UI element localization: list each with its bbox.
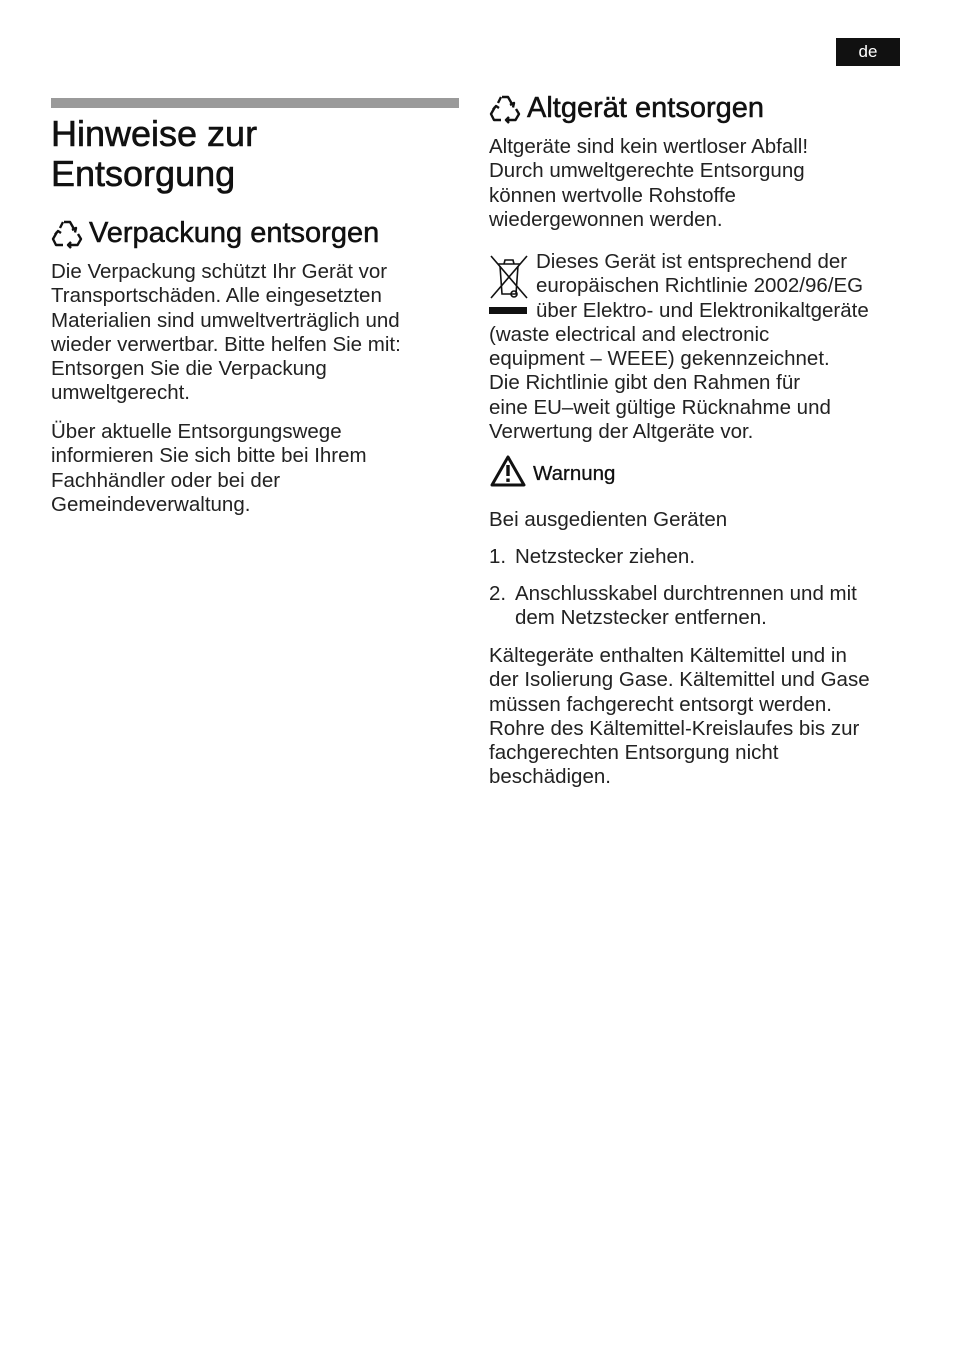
packaging-paragraph-1: Die Verpackung schützt Ihr Gerät vor Transportschäden. Alle eingesetzten Materialien sind umweltverträglich und wieder verwertbar. Bitte helfen Sie mit: Entsorgen Sie die Verpackung umweltgerecht. [51, 260, 401, 405]
recycle-icon [51, 217, 83, 249]
packaging-paragraph-2: Über aktuelle Entsorgungswege informieren Sie sich bitte bei Ihrem Fachhändler oder bei der Gemeindeverwaltung. [51, 420, 367, 516]
weee-line: equipment – WEEE) gekennzeichnet. [489, 347, 830, 371]
list-item-number: 1. [489, 545, 507, 568]
packaging-heading [51, 216, 379, 250]
weee-line: Verwertung der Altgeräte vor. [489, 420, 754, 444]
crossed-out-bin-icon [489, 252, 529, 318]
recycle-icon [489, 92, 521, 124]
list-item [489, 582, 901, 631]
list-item [489, 545, 901, 569]
weee-notice [489, 250, 901, 444]
list-item-text: Netzstecker ziehen. [515, 545, 696, 568]
weee-line: über Elektro- und Elektronikaltgeräte [536, 298, 869, 322]
weee-line: europäischen Richtlinie 2002/96/EG [536, 274, 864, 298]
weee-line: Die Richtlinie gibt den Rahmen für [489, 371, 801, 395]
packaging-heading-text: Verpackung entsorgen [89, 217, 380, 249]
weee-line: Dieses Gerät ist entsprechend der [536, 250, 848, 273]
weee-line: eine EU–weit gültige Rücknahme und [489, 395, 831, 419]
list-item-text: Anschlusskabel durchtrennen und mit dem Netzstecker entfernen. [515, 582, 857, 630]
old-device-heading [489, 91, 764, 125]
warning-heading [489, 454, 615, 488]
weee-text [489, 250, 901, 444]
refrigerant-paragraph: Kältegeräte enthalten Kältemittel und in der Isolierung Gase. Kältemittel und Gase müssen fachgerecht entsorgt werden. Rohre des Kältemittel-Kreislaufes bis zur fachgerechten Entsorgung nicht beschädigen. [489, 644, 870, 789]
language-badge: de [836, 38, 900, 66]
page-title: Hinweise zur Entsorgung [51, 113, 258, 194]
warning-triangle-icon [489, 454, 527, 488]
old-device-paragraph: Altgeräte sind kein wertloser Abfall! Durch umweltgerechte Entsorgung können wertvolle Rohstoffe wiedergewonnen werden. [489, 135, 809, 231]
section-divider [51, 98, 459, 108]
warning-label: Warnung [533, 462, 616, 485]
weee-line: (waste electrical and electronic [489, 322, 770, 346]
warning-intro: Bei ausgedienten Geräten [489, 508, 728, 531]
list-item-number: 2. [489, 582, 507, 605]
old-device-heading-text: Altgerät entsorgen [527, 92, 764, 124]
